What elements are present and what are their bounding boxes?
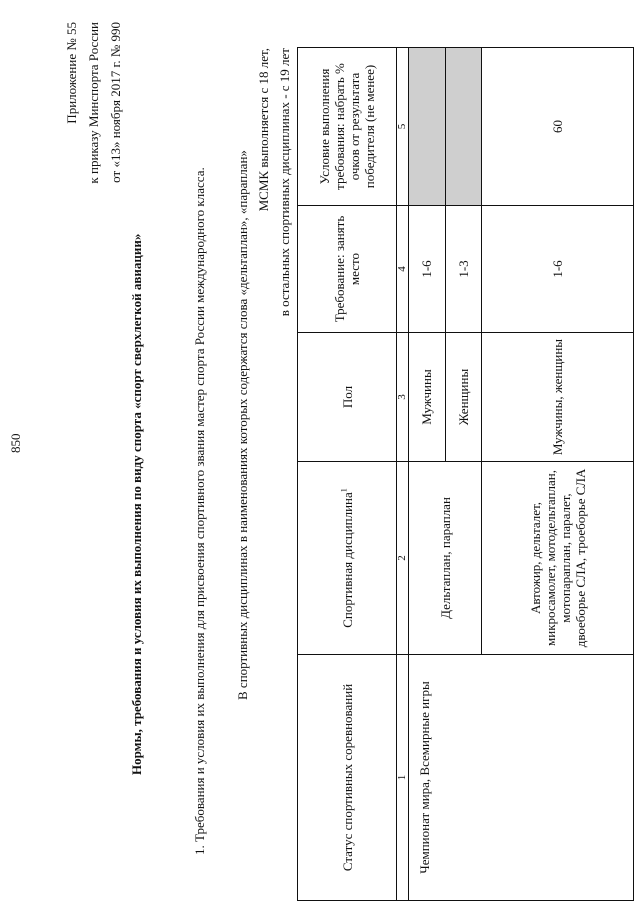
percent-cell-shaded <box>408 48 445 206</box>
section-1-text: 1. Требования и условия их выполнения для присвоения спортивного звания мастер спорта России международного класса. <box>192 167 207 855</box>
header-percent: Условие выполнения требования: набрать % очков от результата победителя (не менее) <box>298 48 397 206</box>
column-number: 1 <box>397 655 408 901</box>
header-place: Требование: занять место <box>298 206 397 333</box>
percent-cell-shaded <box>445 48 482 206</box>
place-cell: 1-6 <box>408 206 445 333</box>
column-number: 4 <box>397 206 408 333</box>
column-number: 3 <box>397 333 408 462</box>
norms-table <box>297 47 634 901</box>
gender-cell: Мужчины <box>408 333 445 462</box>
place-cell: 1-6 <box>482 206 634 333</box>
gender-cell: Женщины <box>445 333 482 462</box>
appendix-date: от «13» ноября 2017 г. № 990 <box>108 22 123 183</box>
column-number-row <box>397 48 408 901</box>
document-heading: Нормы, требования и условия их выполнения по виду спорта «спорт сверхлегкой авиации» <box>129 233 144 775</box>
age-note-line-3: в остальных спортивных дисциплинах - с 19 лет <box>277 48 292 317</box>
header-discipline: Спортивная дисциплина$^1$ <box>298 462 397 655</box>
table-header-row <box>298 48 397 901</box>
gender-cell: Мужчины, женщины <box>482 333 634 462</box>
place-cell: 1-3 <box>445 206 482 333</box>
age-note-line-1: В спортивных дисциплинах в наименованиях которых содержатся слова «дельтаплан», «параплан» <box>235 150 250 700</box>
footnote-mark: 1 <box>339 488 349 493</box>
age-note-line-2: МСМК выполняется с 18 лет, <box>256 48 271 212</box>
column-number: 5 <box>397 48 408 206</box>
column-number: 2 <box>397 462 408 655</box>
page-number: 850 <box>8 433 23 453</box>
appendix-order: к приказу Минспорта России <box>86 22 101 184</box>
status-cell: Чемпионат мира, Всемирные игры <box>408 655 633 901</box>
percent-cell: 60 <box>482 48 634 206</box>
appendix-title: Приложение № 55 <box>64 22 79 124</box>
table-row <box>408 48 445 901</box>
discipline-cell: Автожир, дельталет, микросамолет, мотодельтаплан, мотопараплан, паралет, двоеборье СЛА, троеборье СЛА <box>482 462 634 655</box>
header-gender: Пол <box>298 333 397 462</box>
discipline-cell: Дельтаплан, параплан <box>408 462 482 655</box>
header-status: Статус спортивных соревнований <box>298 655 397 901</box>
